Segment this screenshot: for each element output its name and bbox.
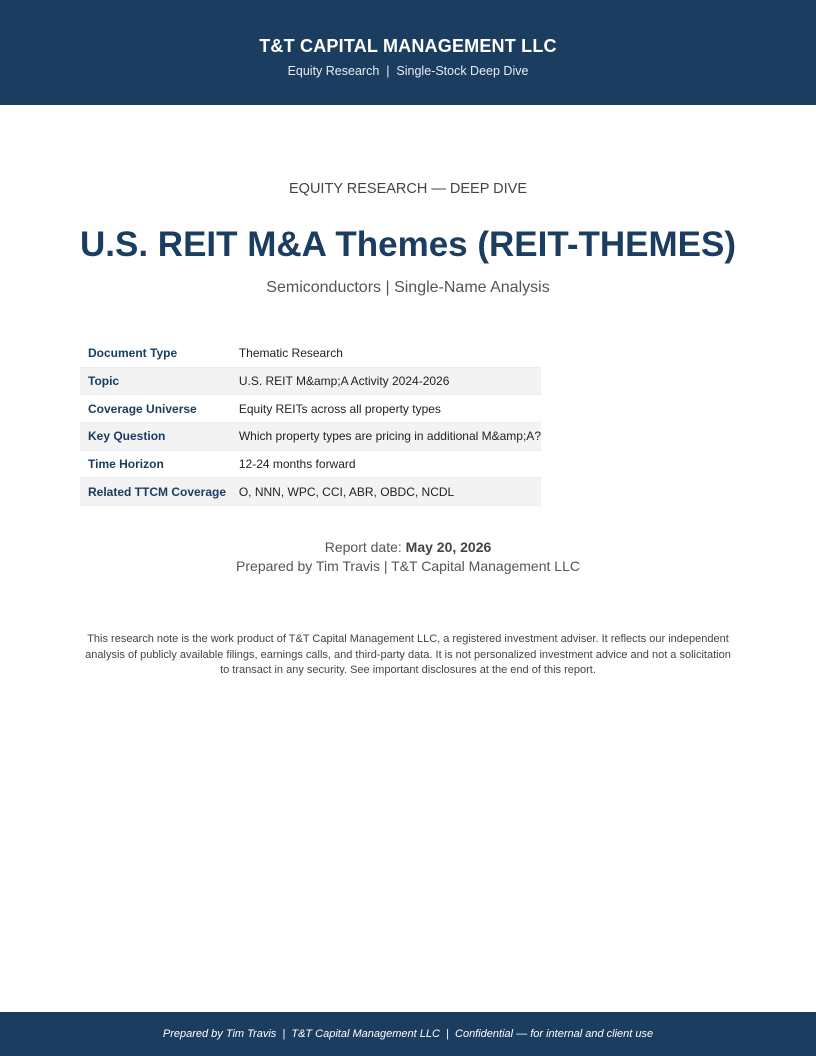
report-date: [0, 539, 816, 555]
row-value: Which property types are pricing in additional M&amp;A?: [231, 423, 541, 451]
row-value: 12-24 months forward: [231, 450, 541, 478]
firm-name: T&T CAPITAL MANAGEMENT LLC: [259, 36, 557, 56]
row-label: Related TTCM Coverage: [80, 478, 231, 506]
table-row: [80, 478, 541, 506]
row-label: Key Question: [80, 423, 231, 451]
table-row: [80, 423, 541, 451]
table-row: [80, 340, 541, 367]
header-subtitle: Equity Research | Single-Stock Deep Dive: [287, 64, 529, 78]
table-row: [80, 367, 541, 395]
row-label: Topic: [80, 367, 231, 395]
disclaimer-text: This research note is the work product of T&T Capital Management LLC, a registered investment adviser. It reflects our independent analysis of publicly available filings, earnings calls, and third-party data. It is not personalized investment advice and not a solicitation to transact in any security. See important disclosures at the end of this report.: [85, 633, 731, 676]
row-label: Coverage Universe: [80, 395, 231, 423]
prepared-by: Prepared by Tim Travis | T&T Capital Management LLC: [236, 558, 580, 574]
report-subtitle: Semiconductors | Single-Name Analysis: [266, 279, 550, 296]
report-date-label: Report date:: [324, 539, 406, 555]
document-info-table: [80, 340, 541, 506]
report-title: U.S. REIT M&A Themes (REIT-THEMES): [80, 225, 736, 264]
page-header: [0, 0, 816, 105]
row-value: Equity REITs across all property types: [231, 395, 541, 423]
page-footer: Prepared by Tim Travis | T&T Capital Management LLC | Confidential — for internal and client use: [0, 1012, 816, 1056]
row-value: Thematic Research: [231, 340, 541, 367]
report-date-value: May 20, 2026: [405, 539, 492, 555]
row-label: Document Type: [80, 340, 231, 367]
row-value: O, NNN, WPC, CCI, ABR, OBDC, NCDL: [231, 478, 541, 506]
row-value: U.S. REIT M&amp;A Activity 2024-2026: [231, 367, 541, 395]
row-label: Time Horizon: [80, 450, 231, 478]
table-row: [80, 395, 541, 423]
report-kicker: EQUITY RESEARCH — DEEP DIVE: [289, 181, 527, 197]
table-row: [80, 450, 541, 478]
